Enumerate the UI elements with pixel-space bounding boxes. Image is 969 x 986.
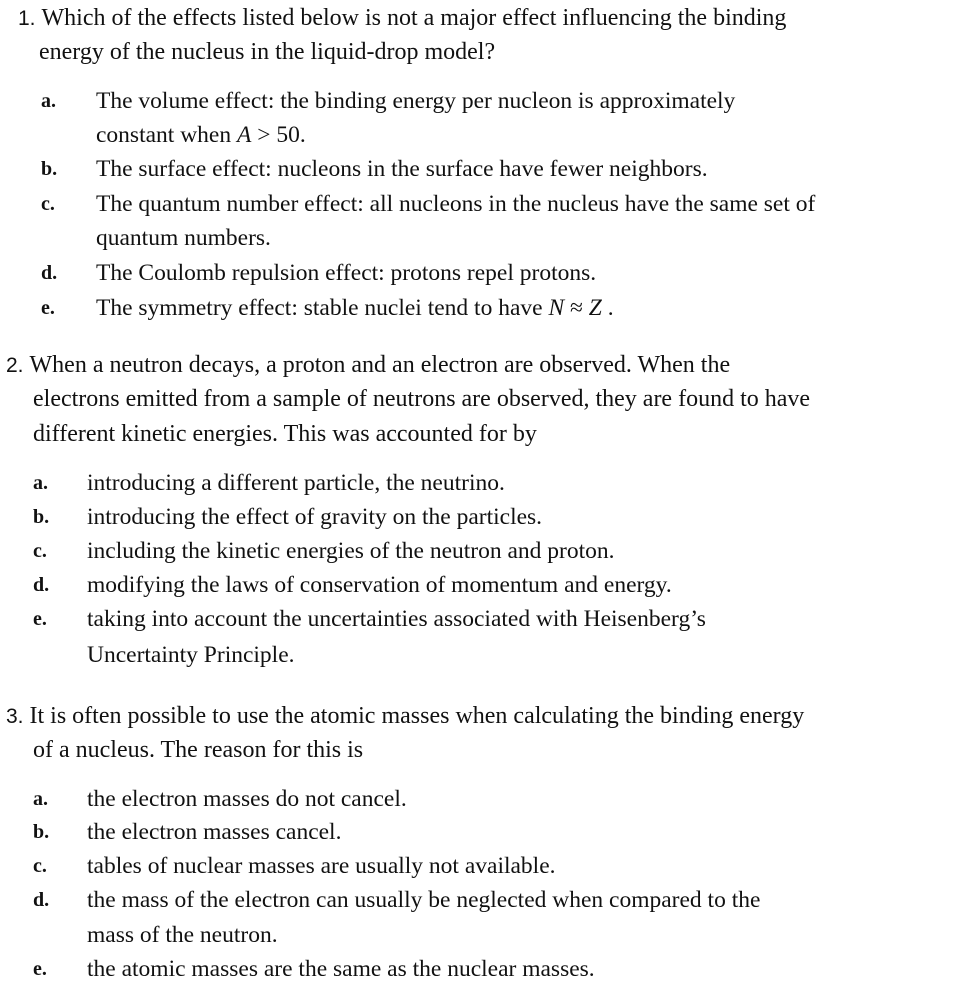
option-text-line-1: modifying the laws of conservation of momentum and energy.	[87, 572, 672, 598]
option-text-line-2: Uncertainty Principle.	[87, 642, 295, 668]
option-text-line-1: The surface effect: nucleons in the surface have fewer neighbors.	[96, 156, 708, 182]
question-3-number: 3.	[6, 705, 24, 728]
question-1-option-b[interactable]	[41, 152, 966, 186]
option-letter: b.	[33, 506, 50, 528]
question-3-option-a[interactable]	[33, 782, 963, 816]
option-text-line-1: tables of nuclear masses are usually not available.	[87, 853, 556, 879]
option-letter: d.	[41, 262, 58, 284]
question-2-stem-line-2-row	[33, 382, 810, 417]
question-2-stem-line-1: When a neutron decays, a proton and an electron are observed. When the	[29, 352, 731, 378]
option-letter: d.	[33, 574, 50, 596]
question-3-option-c[interactable]	[33, 849, 963, 883]
option-letter: b.	[41, 158, 58, 180]
question-3-option-b[interactable]	[33, 815, 963, 849]
question-2-option-c[interactable]	[33, 534, 963, 568]
question-2-stem	[6, 348, 730, 383]
option-letter: a.	[33, 472, 48, 494]
option-text-line-1: taking into account the uncertainties associated with Heisenberg’s	[87, 606, 706, 632]
option-letter: a.	[33, 788, 48, 810]
math-var-a: A	[236, 122, 252, 148]
question-2-option-d[interactable]	[33, 568, 963, 602]
option-text-line-2: quantum numbers.	[96, 225, 271, 251]
question-2-option-a[interactable]	[33, 466, 963, 500]
question-1-option-a[interactable]	[41, 84, 966, 152]
question-1-stem-line-1: Which of the effects listed below is not a major effect influencing the binding	[41, 5, 787, 31]
question-3-option-e[interactable]	[33, 952, 963, 982]
option-text-line-1: the atomic masses are the same as the nuclear masses.	[87, 956, 595, 982]
option-text-line-1: The Coulomb repulsion effect: protons repel protons.	[96, 260, 597, 286]
option-letter: e.	[33, 958, 47, 980]
option-text-line-1: introducing the effect of gravity on the particles.	[87, 504, 543, 530]
question-3-stem	[6, 699, 804, 734]
question-2-number: 2.	[6, 354, 24, 377]
question-2-option-e[interactable]	[33, 602, 963, 670]
option-text-line-2: mass of the neutron.	[87, 922, 278, 948]
option-text-line-1: The symmetry effect: stable nuclei tend to have N ≈ Z .	[96, 295, 614, 321]
question-1-option-d[interactable]	[41, 256, 966, 290]
option-letter: c.	[33, 540, 47, 562]
math-var-n: N	[548, 295, 565, 321]
option-letter: e.	[41, 297, 55, 319]
question-3-stem-line-2-row	[33, 733, 363, 768]
question-2-stem-line-3-row	[33, 417, 537, 452]
question-3-stem-line-2: of a nucleus. The reason for this is	[33, 737, 364, 763]
math-var-z: Z	[588, 295, 602, 321]
question-1-stem-line-2: energy of the nucleus in the liquid-drop model?	[39, 39, 496, 65]
question-1-stem	[18, 1, 786, 36]
option-text-line-1: The quantum number effect: all nucleons in the nucleus have the same set of	[96, 191, 816, 217]
option-letter: e.	[33, 608, 47, 630]
question-2-stem-line-2: electrons emitted from a sample of neutrons are observed, they are found to have	[33, 386, 811, 412]
option-text-line-1: the electron masses cancel.	[87, 819, 342, 845]
question-3-option-d[interactable]	[33, 883, 963, 951]
option-text-line-1: The volume effect: the binding energy per nucleon is approximately	[96, 88, 736, 114]
option-letter: b.	[33, 821, 50, 843]
question-1-number: 1.	[18, 7, 36, 30]
option-text-line-2: constant when A > 50.	[96, 122, 306, 148]
option-letter: c.	[33, 855, 47, 877]
question-1-option-c[interactable]	[41, 187, 966, 255]
option-text-line-1: introducing a different particle, the neutrino.	[87, 470, 505, 496]
option-text-line-1: the mass of the electron can usually be neglected when compared to the	[87, 887, 761, 913]
option-text-line-1: the electron masses do not cancel.	[87, 786, 407, 812]
question-2-stem-line-3: different kinetic energies. This was accounted for by	[33, 421, 537, 447]
question-1-stem-line-2-row	[39, 35, 495, 70]
option-letter: d.	[33, 889, 50, 911]
question-2-option-b[interactable]	[33, 500, 963, 534]
option-letter: a.	[41, 90, 56, 112]
question-3-stem-line-1: It is often possible to use the atomic masses when calculating the binding energy	[29, 703, 805, 729]
option-text-line-1: including the kinetic energies of the neutron and proton.	[87, 538, 615, 564]
option-letter: c.	[41, 193, 55, 215]
question-1-option-e[interactable]	[41, 291, 966, 325]
